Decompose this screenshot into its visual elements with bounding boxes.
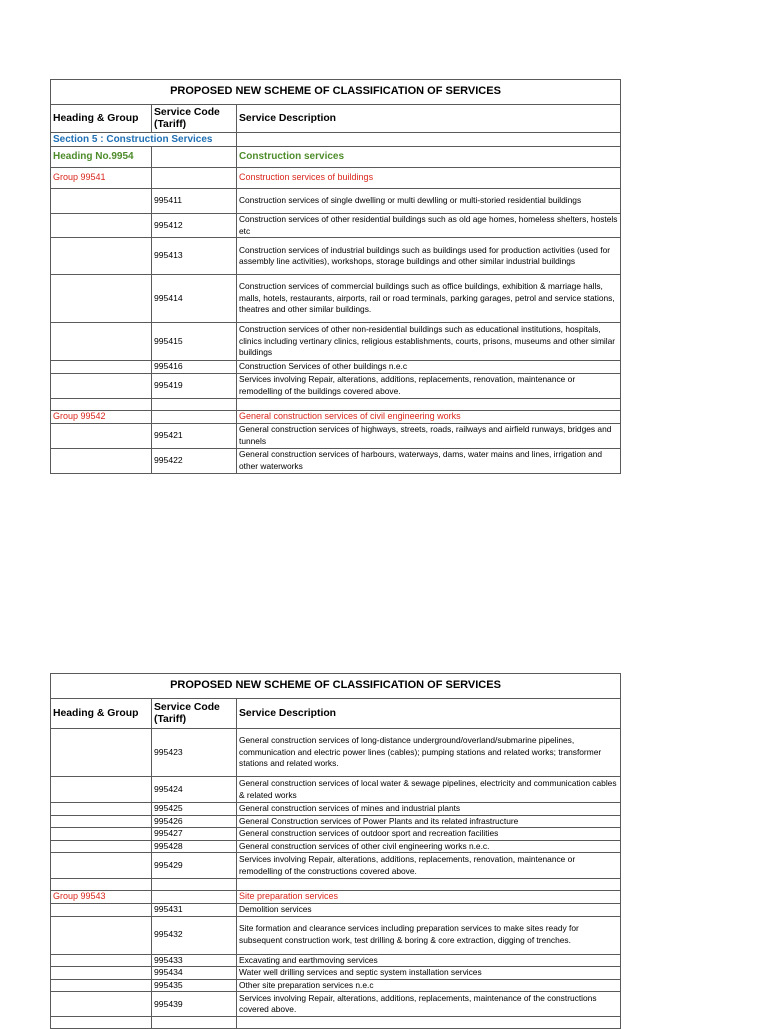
service-description: Services involving Repair, alterations, additions, replacements, maintenance of the constructions covered above. xyxy=(237,992,621,1017)
service-description: General construction services of harbours, waterways, dams, water mains and lines, irrigation and other waterworks xyxy=(237,448,621,473)
service-code: 995439 xyxy=(152,992,237,1017)
service-description: Construction services of commercial buildings such as office buildings, exhibition & marriage halls, malls, hotels, restaurants, airports, rail or road terminals, parking garages, petrol and service stations, theatres and other similar buildings. xyxy=(237,275,621,323)
column-header-service-code: Service Code (Tariff) xyxy=(152,699,237,729)
service-code: 995432 xyxy=(152,916,237,954)
table-row xyxy=(51,992,621,1017)
column-header-service-code: Service Code (Tariff) xyxy=(152,105,237,133)
service-description: Site formation and clearance services including preparation services to make sites ready for subsequent construction work, test drilling & boring & core extraction, digging of trenches. xyxy=(237,916,621,954)
service-description: General construction services of long-distance underground/overland/submarine pipelines, communication and electric power lines (cables); pumping stations and related works; transformer stations and related works. xyxy=(237,729,621,777)
table-row xyxy=(51,979,621,992)
empty-cell xyxy=(152,168,237,189)
column-header-service-description: Service Description xyxy=(237,699,621,729)
table-title: PROPOSED NEW SCHEME OF CLASSIFICATION OF SERVICES xyxy=(51,80,621,105)
service-description: Construction services of other non-residential buildings such as educational institutions, hospitals, clinics including vertinary clinics, religious establishments, courts, prisons, museums and other similar buildings xyxy=(237,323,621,361)
table-row xyxy=(51,815,621,828)
table-row xyxy=(51,903,621,916)
service-description: Services involving Repair, alterations, additions, replacements, renovation, maintenance or remodelling of the constructions covered above. xyxy=(237,853,621,879)
group-label: Group 99543 xyxy=(51,891,152,904)
empty-row xyxy=(51,1017,621,1029)
classification-table-1 xyxy=(50,79,620,474)
group-description: Site preparation services xyxy=(237,891,621,904)
table-row xyxy=(51,777,621,803)
service-code: 995423 xyxy=(152,729,237,777)
service-code: 995413 xyxy=(152,238,237,275)
service-code: 995422 xyxy=(152,448,237,473)
service-description: General construction services of highways, streets, roads, railways and airfield runways, bridges and tunnels xyxy=(237,423,621,448)
column-header-service-description: Service Description xyxy=(237,105,621,133)
service-description: Construction Services of other buildings n.e.c xyxy=(237,361,621,374)
classification-table-2 xyxy=(50,673,620,1029)
table-row xyxy=(51,853,621,879)
table-row xyxy=(51,803,621,816)
table-row xyxy=(51,423,621,448)
column-header-heading-group: Heading & Group xyxy=(51,105,152,133)
table-row xyxy=(51,729,621,777)
empty-row xyxy=(51,398,621,410)
table-row xyxy=(51,954,621,967)
empty-cell xyxy=(152,891,237,904)
empty-row xyxy=(51,879,621,891)
section-label: Section 5 : Construction Services xyxy=(51,133,237,147)
table-row xyxy=(51,967,621,980)
service-description: Excavating and earthmoving services xyxy=(237,954,621,967)
table-row xyxy=(51,373,621,398)
service-code: 995429 xyxy=(152,853,237,879)
column-header-heading-group: Heading & Group xyxy=(51,699,152,729)
service-code: 995431 xyxy=(152,903,237,916)
group-label: Group 99542 xyxy=(51,410,152,423)
service-description: Services involving Repair, alterations, additions, replacements, renovation, maintenance or remodelling of the buildings covered above. xyxy=(237,373,621,398)
table-row xyxy=(51,214,621,238)
table-row xyxy=(51,361,621,374)
service-code: 995434 xyxy=(152,967,237,980)
service-description: General construction services of local water & sewage pipelines, electricity and communication cables & related works xyxy=(237,777,621,803)
service-code: 995427 xyxy=(152,828,237,841)
service-code: 995414 xyxy=(152,275,237,323)
service-description: Construction services of industrial buildings such as buildings used for production activities (used for assembly line activities), workshops, storage buildings and other similar industrial buildings xyxy=(237,238,621,275)
table-row xyxy=(51,916,621,954)
service-description: General construction services of mines and industrial plants xyxy=(237,803,621,816)
service-code: 995421 xyxy=(152,423,237,448)
service-code: 995426 xyxy=(152,815,237,828)
service-description: Construction services of other residential buildings such as old age homes, homeless shelters, hostels etc xyxy=(237,214,621,238)
service-code: 995412 xyxy=(152,214,237,238)
service-description: Construction services of single dwelling or multi dewlling or multi-storied residential buildings xyxy=(237,189,621,214)
service-description: Other site preparation services n.e.c xyxy=(237,979,621,992)
table-row xyxy=(51,189,621,214)
empty-cell xyxy=(152,410,237,423)
service-code: 995419 xyxy=(152,373,237,398)
table-row xyxy=(51,238,621,275)
service-code: 995411 xyxy=(152,189,237,214)
service-code: 995416 xyxy=(152,361,237,374)
service-code: 995433 xyxy=(152,954,237,967)
service-description: General construction services of other civil engineering works n.e.c. xyxy=(237,840,621,853)
heading-description: Construction services xyxy=(237,147,621,168)
service-code: 995424 xyxy=(152,777,237,803)
empty-cell xyxy=(237,133,621,147)
table-row xyxy=(51,840,621,853)
service-code: 995415 xyxy=(152,323,237,361)
table-row xyxy=(51,828,621,841)
group-label: Group 99541 xyxy=(51,168,152,189)
service-description: General construction services of outdoor sport and recreation facilities xyxy=(237,828,621,841)
table-row xyxy=(51,448,621,473)
empty-cell xyxy=(152,147,237,168)
service-description: Water well drilling services and septic system installation services xyxy=(237,967,621,980)
service-description: Demolition services xyxy=(237,903,621,916)
service-code: 995435 xyxy=(152,979,237,992)
group-description: Construction services of buildings xyxy=(237,168,621,189)
service-description: General Construction services of Power Plants and its related infrastructure xyxy=(237,815,621,828)
heading-number: Heading No.9954 xyxy=(51,147,152,168)
table-row xyxy=(51,323,621,361)
group-description: General construction services of civil engineering works xyxy=(237,410,621,423)
service-code: 995428 xyxy=(152,840,237,853)
table-row xyxy=(51,275,621,323)
table-title: PROPOSED NEW SCHEME OF CLASSIFICATION OF SERVICES xyxy=(51,674,621,699)
service-code: 995425 xyxy=(152,803,237,816)
